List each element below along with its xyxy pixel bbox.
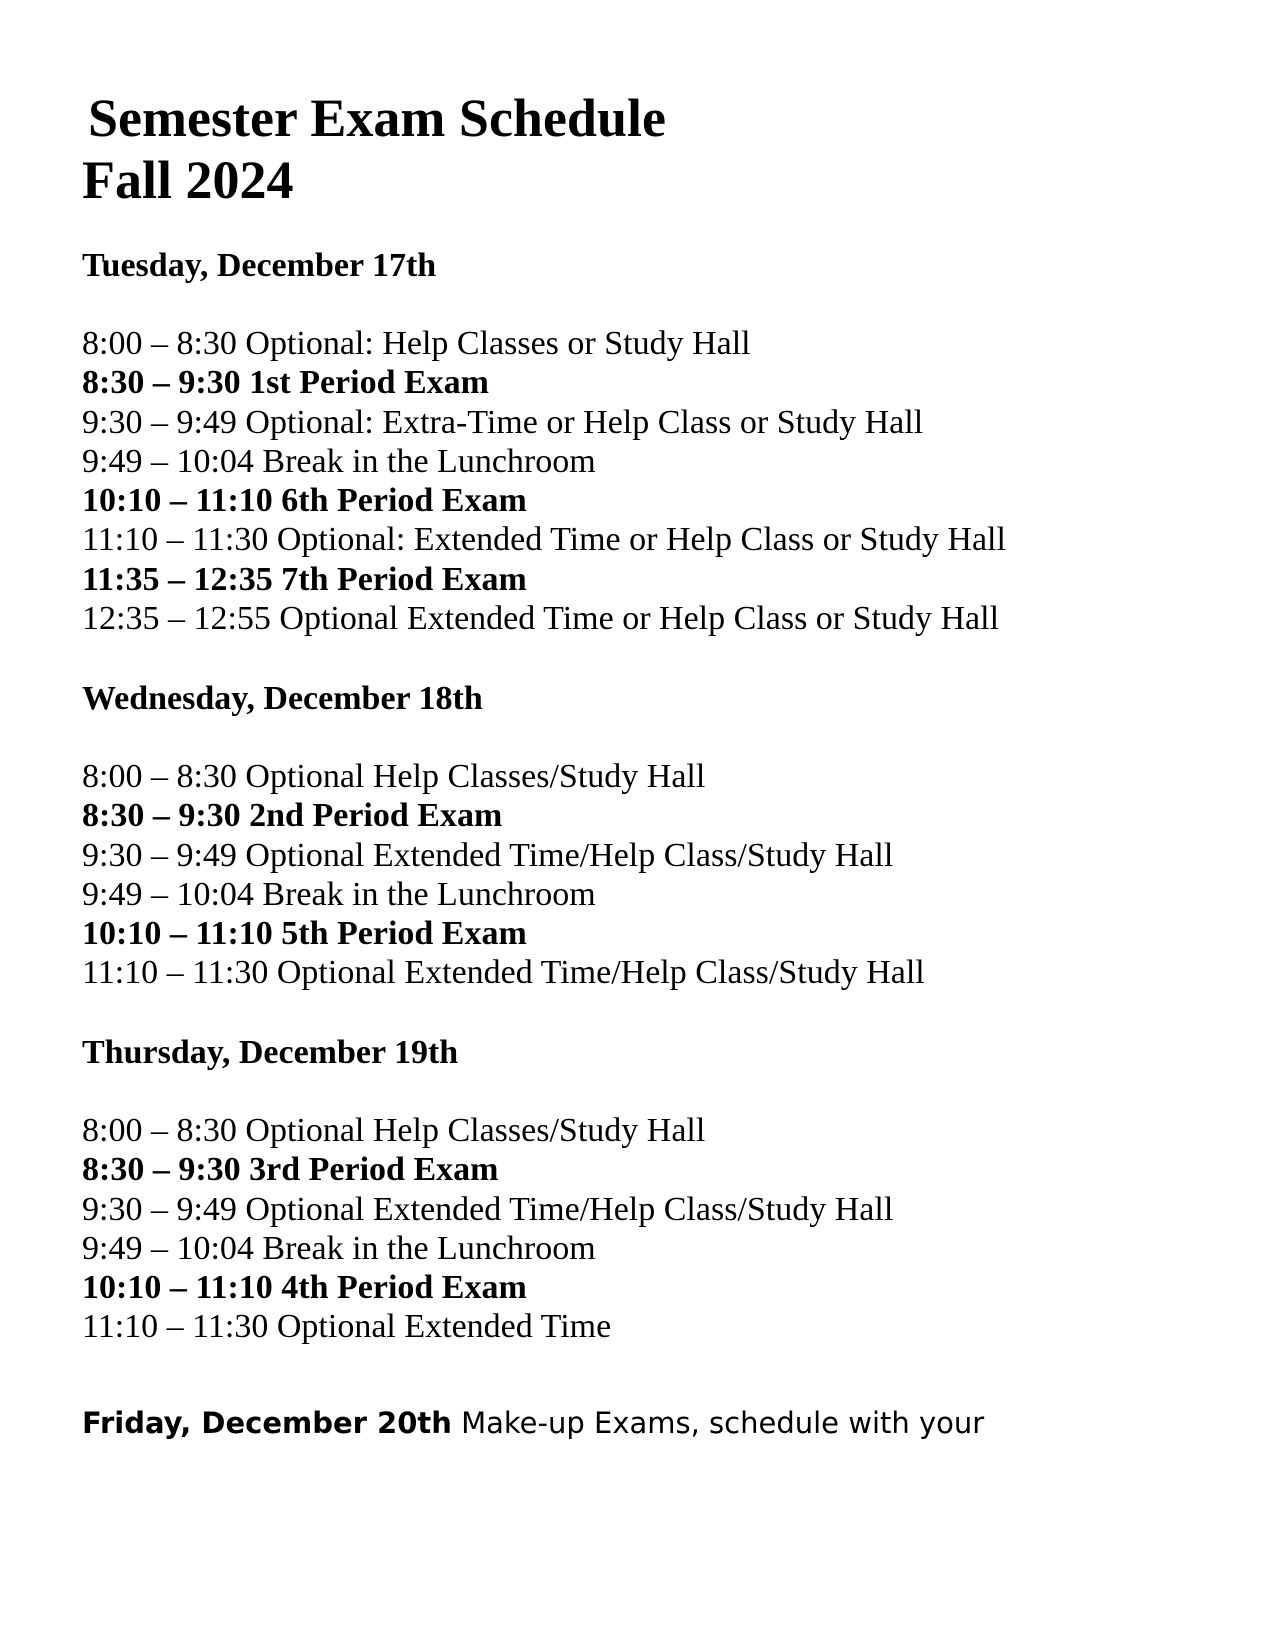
session-item: 11:10 – 11:30 Optional Extended Time — [82, 1308, 612, 1346]
day-heading: Tuesday, December 17th — [82, 247, 437, 284]
session-item: 11:10 – 11:30 Optional Extended Time/Help Class/Study Hall — [82, 954, 925, 992]
session-item: 9:49 – 10:04 Break in the Lunchroom — [82, 875, 596, 913]
session-list — [82, 1111, 1232, 1347]
exam-session-item: 8:30 – 9:30 3rd Period Exam — [82, 1151, 499, 1189]
exam-session-item: 11:35 – 12:35 7th Period Exam — [82, 560, 527, 598]
friday-makeup-note — [82, 1404, 984, 1442]
day-heading: Wednesday, December 18th — [82, 680, 483, 717]
exam-session-item: 8:30 – 9:30 1st Period Exam — [82, 364, 490, 402]
session-item: 9:30 – 9:49 Optional Extended Time/Help Class/Study Hall — [82, 836, 894, 874]
session-item: 8:00 – 8:30 Optional Help Classes/Study Hall — [82, 758, 706, 795]
day-section-thursday — [82, 1033, 1232, 1347]
exam-session-item: 10:10 – 11:10 5th Period Exam — [82, 915, 527, 953]
session-item: 12:35 – 12:55 Optional Extended Time or Help Class or Study Hall — [82, 600, 1000, 638]
session-list — [82, 757, 1232, 993]
day-section-tuesday — [82, 246, 1232, 638]
session-item: 9:49 – 10:04 Break in the Lunchroom — [82, 442, 596, 480]
friday-note-text: Make-up Exams, schedule with your — [461, 1406, 985, 1440]
day-heading: Thursday, December 19th — [82, 1034, 459, 1071]
session-item: 9:30 – 9:49 Optional Extended Time/Help Class/Study Hall — [82, 1190, 894, 1228]
page-title: Semester Exam Schedule — [88, 88, 666, 148]
session-item: 11:10 – 11:30 Optional: Extended Time or Help Class or Study Hall — [82, 521, 1006, 559]
exam-session-item: 10:10 – 11:10 6th Period Exam — [82, 482, 527, 520]
day-section-wednesday — [82, 679, 1232, 993]
exam-session-item: 8:30 – 9:30 2nd Period Exam — [82, 797, 503, 835]
session-item: 9:30 – 9:49 Optional: Extra-Time or Help Class or Study Hall — [82, 403, 924, 441]
session-item: 9:49 – 10:04 Break in the Lunchroom — [82, 1229, 596, 1267]
session-item: 8:00 – 8:30 Optional Help Classes/Study Hall — [82, 1112, 706, 1149]
exam-session-item: 10:10 – 11:10 4th Period Exam — [82, 1269, 527, 1307]
friday-date: Friday, December 20th — [82, 1406, 452, 1440]
session-item: 8:00 – 8:30 Optional: Help Classes or Study Hall — [82, 325, 751, 362]
page-subtitle: Fall 2024 — [82, 150, 294, 210]
session-list — [82, 324, 1232, 638]
